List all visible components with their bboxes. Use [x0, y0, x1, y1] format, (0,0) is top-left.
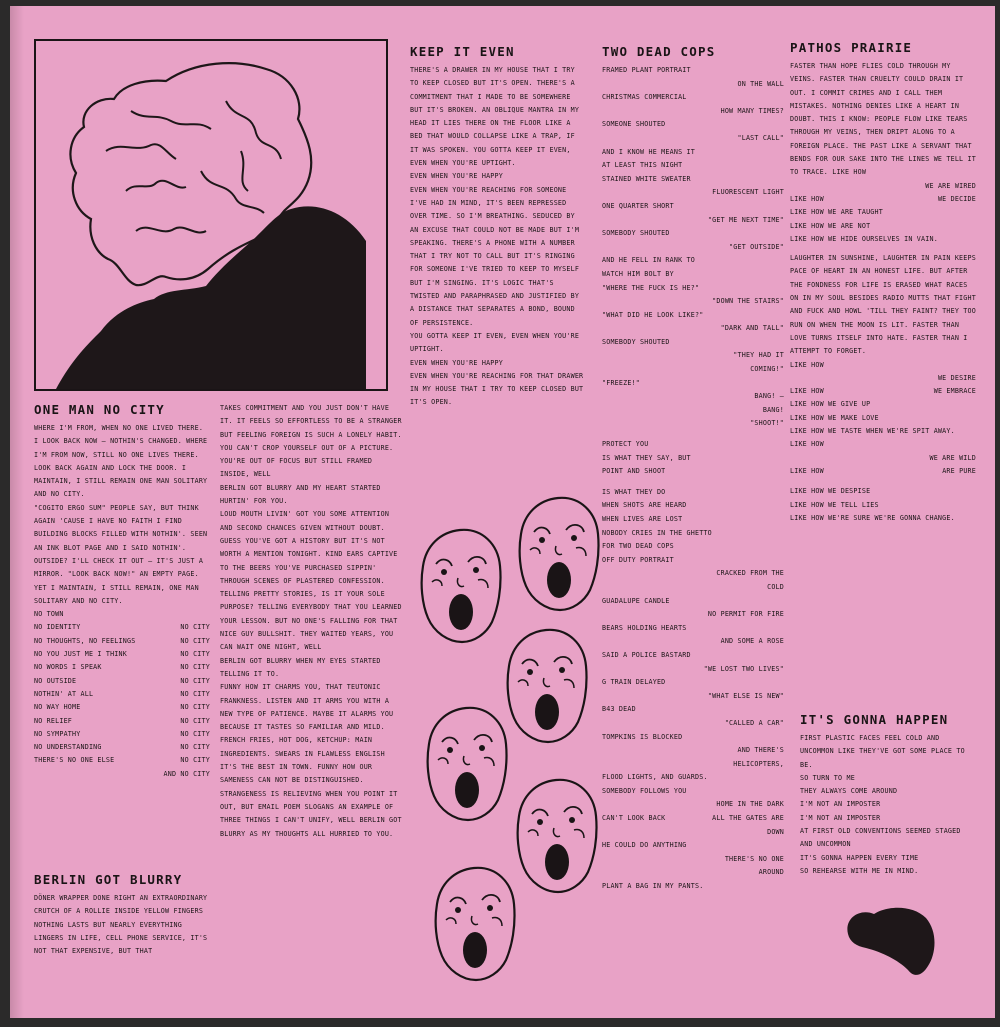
line-left: IS WHAT THEY DO — [602, 487, 666, 496]
poem-line — [602, 200, 784, 214]
poem-line: AT FIRST OLD CONVENTIONS SEEMED STAGED AND UNCOMMON — [800, 827, 965, 849]
poem-line — [34, 754, 210, 767]
heart-blob-icon — [842, 904, 938, 984]
poem-paragraph: DÖNER WRAPPER DONE RIGHT AN EXTRAORDINARY CRUTCH OF A ROLLIE INSIDE YELLOW FINGERS NOTHING LASTS BUT NEARLY EVERYTHING LINGERS IN LIFE, CELL PHONE SERVICE, IT'S NOT THAT EXPENSIVE, BUT THAT — [34, 894, 212, 956]
poem-line — [602, 295, 784, 309]
poem-line — [602, 540, 784, 554]
line-left: LIKE HOW WE GIVE UP — [790, 400, 871, 409]
line-right: NO CITY — [180, 703, 210, 712]
poem-line — [602, 173, 784, 187]
line-right: HOME IN THE DARK — [716, 800, 784, 809]
poem-line — [790, 180, 976, 193]
screaming-face-icon — [422, 530, 501, 642]
line-left: LIKE HOW WE ARE NOT — [790, 221, 871, 230]
poem-line — [602, 826, 784, 840]
line-right: "DOWN THE STAIRS" — [712, 297, 784, 306]
line-left: LIKE HOW WE MAKE LOVE — [790, 413, 879, 422]
line-left: NO RELIEF — [34, 716, 73, 725]
poem-line — [602, 214, 784, 228]
portrait-illustration — [34, 39, 388, 391]
poem-line — [602, 322, 784, 336]
poem-line — [34, 688, 210, 701]
line-left: FRAMED PLANT PORTRAIT — [602, 66, 691, 74]
line-right: THERE'S NO ONE — [724, 854, 784, 863]
line-left: NOTHIN' AT ALL — [34, 689, 94, 698]
line-left: IS WHAT THEY SAY, BUT — [602, 453, 691, 462]
line-right: WE DESIRE — [937, 373, 976, 382]
poem-line — [790, 485, 976, 498]
poem-line — [602, 663, 784, 677]
screaming-face-icon — [428, 708, 507, 820]
poem-line — [790, 385, 976, 398]
line-right: NO CITY — [180, 676, 210, 685]
line-left: LIKE HOW WE ARE TAUGHT — [790, 208, 883, 217]
poem-paragraph: TAKES COMMITMENT AND YOU JUST DON'T HAVE IT. IT FEELS SO EFFORTLESS TO BE A STRANGER BUT FEELING FOREIGN IS SUCH A LONELY HABIT. YOU CAN'T CROP YOURSELF OUT OF A PICTURE. YOU'RE OUT OF FOCUS BUT STILL FRAMED INSIDE, WELL — [220, 404, 406, 479]
line-right: NO CITY — [180, 729, 210, 738]
line-right: FLUORESCENT LIGHT — [712, 188, 784, 197]
poem-line: FIRST PLASTIC FACES FEEL COLD AND UNCOMMON LIKE THEY'VE GOT SOME PLACE TO BE. — [800, 734, 970, 769]
line-left: NO UNDERSTANDING — [34, 743, 102, 752]
line-right: DOWN — [767, 827, 784, 836]
poem-line — [602, 349, 784, 363]
page-spine-shadow — [10, 6, 24, 1018]
line-left: THERE'S NO ONE ELSE — [34, 756, 115, 765]
poem-title: IT'S GONNA HAPPEN — [800, 712, 949, 727]
line-right: COLD — [767, 582, 784, 591]
poem-lines — [800, 732, 976, 878]
poem-line — [602, 812, 784, 826]
line-right: NO CITY — [180, 756, 210, 765]
line-right: "WHAT ELSE IS NEW" — [707, 691, 784, 700]
poem-line — [602, 186, 784, 200]
line-right: NO CITY — [180, 623, 210, 632]
poem-line — [790, 438, 976, 451]
line-left: CHRISTMAS COMMERCIAL — [602, 93, 687, 102]
poem-line — [790, 478, 976, 485]
poem-line — [34, 661, 210, 674]
line-right: AROUND — [758, 868, 784, 877]
line-right: NO CITY — [180, 689, 210, 698]
poem-list — [790, 359, 976, 526]
line-left: B43 DEAD — [602, 705, 636, 714]
line-right: "GET ME NEXT TIME" — [707, 215, 784, 224]
line-left: SOMEONE SHOUTED — [602, 120, 666, 129]
poem-line — [790, 233, 976, 246]
poem-line — [602, 622, 784, 636]
poem-line — [602, 268, 784, 282]
poem-line — [34, 648, 210, 661]
line-left: WHEN LIVES ARE LOST — [602, 515, 683, 523]
poem-line — [602, 486, 784, 500]
line-right: AND SOME A ROSE — [720, 637, 784, 646]
poem-line — [602, 635, 784, 649]
line-right: NO CITY — [180, 716, 210, 725]
line-right: AND THERE'S — [737, 746, 784, 755]
line-left: WHEN SHOTS ARE HEARD — [602, 501, 687, 510]
poem-line — [602, 649, 784, 663]
poem-line — [602, 758, 784, 772]
poem-line — [602, 64, 784, 78]
poem-line — [602, 431, 784, 438]
line-right: WE EMBRACE — [933, 387, 976, 396]
line-left: LIKE HOW — [790, 466, 824, 475]
poem-line — [602, 866, 784, 880]
poem-line — [602, 159, 784, 173]
line-right: HELICOPTERS, — [733, 759, 784, 768]
poem-line — [602, 839, 784, 853]
poem-line — [602, 282, 784, 296]
line-right: CRACKED FROM THE — [716, 569, 784, 578]
poem-line — [602, 336, 784, 350]
line-left: LIKE HOW WE DESPISE — [790, 487, 871, 496]
poem-line — [602, 676, 784, 690]
poem-line — [602, 452, 784, 466]
poem-paragraph: EVEN WHEN YOU'RE HAPPY — [410, 172, 503, 181]
poem-line — [602, 227, 784, 241]
line-right: BANG! – — [754, 392, 784, 401]
line-left: SOMEBODY FOLLOWS YOU — [602, 786, 687, 795]
poem-line — [34, 635, 210, 648]
poem-pathos-prairie — [790, 40, 981, 525]
poem-two-dead-cops — [602, 44, 784, 894]
poem-its-gonna-happen — [800, 712, 976, 878]
poem-line — [602, 465, 784, 479]
poem-line — [602, 880, 784, 894]
poem-line — [602, 118, 784, 132]
poem-paragraph: EVEN WHEN YOU'RE HAPPY — [410, 358, 503, 367]
poem-paragraph: EVEN WHEN YOU'RE REACHING FOR SOMEONE I'VE HAD IN MIND, IT'S BEEN REPRESSED OVER TIME. SO I'M BREATHING. SEDUCED BY AN EXCUSE THAT COULD NOT BE MADE BUT I'M SPEAKING. THERE'S A PHONE WITH A NUMBER THAT I TRY NOT TO CALL BUT IT'S RINGING FOR SOMEONE I'VE TRIED TO KEEP TO MYSELF BUT I'M SINGING. IT'S LOGIC THAT'S TWISTED AND PARAPHRASED AND JUSTIFIED BY A DISTANCE THAT SEPARATES A BOND, BOUND OF PERSISTENCE. — [410, 185, 584, 327]
poem-line — [602, 479, 784, 486]
poem-paragraph: FUNNY HOW IT CHARMS YOU, THAT TEUTONIC FRANKNESS. LISTEN AND IT ARMS YOU WITH A NEW TYPE OF PATIENCE. MAYBE IT ALARMS YOU BECAUSE IT TASTES SO FAMILIAR AND MILD. FRENCH FRIES, HOT DOG, KETCHUP: MAIN INGREDIENTS. SWEARS IN FLAWLESS ENGLISH IT'S THE BEST IN TOWN. FUNNY HOW OUR SAMENESS CAN NOT BE DISTINGUISHED. STRANGENESS IS RELIEVING WHEN YOU POINT IT OUT, BUT EMAIL POEM SLOGANS AN EXAMPLE OF THREE THINGS I CAN'T UNIFY, WELL BERLIN GOT BLURRY AS MY THOUGHTS ALL HURRIED TO YOU. — [220, 683, 406, 838]
poem-title: PATHOS PRAIRIE — [790, 40, 913, 55]
line-left: OFF DUTY PORTRAIT — [602, 555, 674, 564]
poem-line — [602, 78, 784, 92]
poem-line — [602, 105, 784, 119]
line-left: GUADALUPE CANDLE — [602, 596, 670, 605]
poem-line — [602, 703, 784, 717]
poem-line: SO REHEARSE WITH ME IN MIND. — [800, 866, 919, 875]
line-right: "CALLED A CAR" — [724, 718, 784, 727]
line-right: NO CITY — [180, 743, 210, 752]
line-left: NO WORDS I SPEAK — [34, 663, 102, 672]
poem-berlin-continued — [220, 402, 406, 841]
line-left: LIKE HOW WE HIDE OURSELVES IN VAIN. — [790, 234, 938, 243]
poem-lines — [602, 64, 784, 894]
line-right: "DARK AND TALL" — [720, 324, 784, 333]
poem-line — [602, 690, 784, 704]
line-left: PLANT A BAG IN MY PANTS. — [602, 882, 704, 891]
poem-line — [790, 372, 976, 385]
line-right: NO CITY — [180, 636, 210, 645]
poem-line: IT'S GONNA HAPPEN EVERY TIME — [800, 853, 919, 862]
poem-line — [602, 798, 784, 812]
poem-paragraph: EVEN WHEN YOU'RE REACHING FOR THAT DRAWER IN MY HOUSE THAT I TRY TO KEEP CLOSED BUT IT'S OPEN. — [410, 371, 588, 407]
line-left: STAINED WHITE SWEATER — [602, 174, 691, 183]
poem-line — [790, 193, 976, 206]
poem-list — [34, 608, 210, 768]
poem-title: ONE MAN NO CITY — [34, 402, 165, 417]
screaming-face-icon — [508, 630, 587, 742]
poem-line — [602, 513, 784, 527]
poem-line — [34, 621, 210, 634]
line-left: POINT AND SHOOT — [602, 467, 666, 476]
line-right: ARE PURE — [942, 466, 976, 475]
line-left: NOBODY CRIES IN THE GHETTO — [602, 528, 712, 537]
line-right: WE ARE WILD — [929, 453, 976, 462]
poem-line — [602, 132, 784, 146]
poem-title: TWO DEAD COPS — [602, 44, 716, 59]
line-right: NO CITY — [180, 663, 210, 672]
poem-line — [602, 241, 784, 255]
line-left: LIKE HOW — [790, 194, 824, 203]
line-right: ON THE WALL — [737, 79, 784, 88]
line-left: TOMPKINS IS BLOCKED — [602, 732, 683, 741]
poem-line — [602, 581, 784, 595]
line-right: WE ARE WIRED — [925, 181, 976, 190]
line-right: WE DECIDE — [937, 194, 976, 203]
line-left: AND I KNOW HE MEANS IT — [602, 147, 695, 156]
poem-paragraph: BERLIN GOT BLURRY AND MY HEART STARTED HURTIN' FOR YOU. — [220, 483, 385, 506]
line-right: NO CITY — [180, 650, 210, 659]
line-left: HE COULD DO ANYTHING — [602, 841, 687, 850]
poem-line: I'M NOT AN IMPOSTER — [800, 813, 881, 822]
line-left: "FREEZE!" — [602, 378, 641, 387]
line-right: "SHOOT!" — [750, 419, 784, 428]
line-left: BEARS HOLDING HEARTS — [602, 623, 687, 632]
line-left: FOR TWO DEAD COPS — [602, 542, 674, 551]
line-left: NO WAY HOME — [34, 703, 81, 712]
poem-line — [790, 398, 976, 411]
line-left: G TRAIN DELAYED — [602, 678, 666, 687]
poem-line — [602, 377, 784, 391]
poem-title: BERLIN GOT BLURRY — [34, 872, 183, 887]
line-left: LIKE HOW — [790, 360, 824, 369]
poem-line — [602, 417, 784, 431]
poem-paragraph: THERE'S A DRAWER IN MY HOUSE THAT I TRY TO KEEP CLOSED BUT IT'S OPEN. THERE'S A COMMITMENT THAT I MADE TO BE SOMEWHERE BUT IT'S BROKEN. AN OBLIQUE MANTRA IN MY HEAD IT LIES THERE ON THE FLOOR LIKE A BED THAT WOULD COLLAPSE LIKE A TRAP, IF IT WAS SPOKEN. YOU GOTTA KEEP IT EVEN, EVEN WHEN YOU'RE UPTIGHT. — [410, 66, 584, 168]
poem-line — [790, 220, 976, 233]
poem-line — [602, 771, 784, 785]
poem-line — [602, 363, 784, 377]
poem-paragraph: LOUD MOUTH LIVIN' GOT YOU SOME ATTENTION AND SECOND CHANCES GIVEN WITHOUT DOUBT. GUESS YOU'VE GOT A HISTORY BUT IT'S NOT WORTH A MENTION TONIGHT. KIND EARS CAPTIVE TO THE BEERS YOU'VE PURCHASED SIPPIN' THROUGH SCENES OF PLASTERED CONFESSION. TELLING PRETTY STORIES, IS IT YOUR SOLE PURPOSE? TELLING EVERYBODY THAT YOU LEARNED YOUR LESSON. BUT NO ONE'S FALLING FOR THAT NICE GUY BULLSHIT. THEY WAITED YEARS, YOU CAN WAIT ONE NIGHT, WELL — [220, 510, 406, 652]
poem-line — [790, 512, 976, 525]
poem-line: I'M NOT AN IMPOSTER — [800, 800, 881, 809]
poem-list — [790, 180, 976, 246]
line-left: ONE QUARTER SHORT — [602, 201, 674, 210]
line-right: "LAST CALL" — [737, 133, 784, 142]
line-left: SAID A POLICE BASTARD — [602, 650, 691, 659]
line-right: COMING!" — [750, 365, 784, 374]
line-left: LIKE HOW — [790, 387, 824, 396]
poem-line — [602, 608, 784, 622]
poem-line — [34, 701, 210, 714]
poem-line — [602, 254, 784, 268]
screaming-face-icon — [520, 498, 599, 610]
poem-line — [602, 785, 784, 799]
poem-paragraph: FASTER THAN HOPE FLIES COLD THROUGH MY VEINS. FASTER THAN CRUELTY COULD DRAIN IT OUT. I COMMIT CRIMES AND I CALL THEM MISTAKES. NOTHING DENIES LIKE A HEART IN DOUBT. THIS I KNOW: PEOPLE FLOW LIKE TEARS THROUGH MY VEINS, THEN DRIPT ALONG TO A FOREIGN PLACE. THE PAST LIKE A SERVANT THAT BENDS FOR OUR SAKE INTO THE LINES WE TELL IT TO TRACE. LIKE HOW — [790, 62, 981, 177]
poem-line — [602, 717, 784, 731]
poem-line — [602, 91, 784, 105]
poem-closing-line: AND NO CITY — [163, 769, 210, 778]
poem-line — [602, 309, 784, 323]
poem-line — [602, 595, 784, 609]
line-right: "GET OUTSIDE" — [729, 242, 784, 251]
poem-paragraph: "COGITO ERGO SUM" PEOPLE SAY, BUT THINK AGAIN 'CAUSE I HAVE NO FAITH I FIND BUILDING BLOCKS FILLED WITH NOTHIN'. SEEN AN INK BLOT PAGE AND I SAID NOTHIN'. OUTSIDE? I'LL CHECK IT OUT – IT'S JUST A MIRROR. "LOOK BACK NOW!" AN EMPTY PAGE. YET I MAINTAIN, I STILL REMAIN, ONE MAN SOLITARY AND NO CITY. — [34, 503, 212, 605]
poem-line — [602, 567, 784, 581]
line-right: "THEY HAD IT — [733, 351, 784, 360]
poem-line — [790, 465, 976, 478]
line-left: AT LEAST THIS NIGHT — [602, 161, 683, 170]
poem-paragraph: BERLIN GOT BLURRY WHEN MY EYES STARTED TELLING IT TO. — [220, 656, 385, 678]
poem-line — [602, 744, 784, 758]
poem-line — [602, 146, 784, 160]
poem-berlin-got-blurry — [34, 872, 210, 958]
poem-line — [790, 425, 976, 438]
poem-line — [34, 715, 210, 728]
line-left: CAN'T LOOK BACK — [602, 814, 666, 823]
poem-title: KEEP IT EVEN — [410, 44, 515, 59]
line-right: HOW MANY TIMES? — [720, 106, 784, 115]
line-left: NO THOUGHTS, NO FEELINGS — [34, 636, 136, 645]
line-left: LIKE HOW WE TELL LIES — [790, 500, 879, 509]
line-right: NO PERMIT FOR FIRE — [707, 610, 784, 619]
line-left: NO SYMPATHY — [34, 729, 81, 738]
poem-line — [790, 499, 976, 512]
poem-line — [790, 452, 976, 465]
line-left: LIKE HOW WE'RE SURE WE'RE GONNA CHANGE. — [790, 513, 955, 522]
poem-line — [602, 554, 784, 568]
poem-paragraph: WHERE I'M FROM, WHEN NO ONE LIVED THERE. I LOOK BACK NOW – NOTHIN'S CHANGED. WHERE I'M FROM NOW, STILL NO ONE LIVES THERE. LOOK BACK AGAIN AND LOCK THE DOOR. I MAINTAIN, I STILL REMAIN ONE MAN SOLITARY AND NO CITY. — [34, 424, 212, 499]
poem-line: THEY ALWAYS COME AROUND — [800, 787, 898, 796]
poem-keep-it-even — [410, 44, 586, 410]
poem-line — [34, 675, 210, 688]
line-left: NO OUTSIDE — [34, 676, 77, 685]
poem-line — [790, 359, 976, 372]
poem-line — [602, 527, 784, 541]
poem-line — [602, 499, 784, 513]
zine-page — [10, 6, 995, 1018]
line-left: FLOOD LIGHTS, AND GUARDS. — [602, 773, 708, 782]
line-left: LIKE HOW — [790, 440, 824, 449]
poem-one-man-no-city — [34, 402, 210, 781]
poem-line — [790, 206, 976, 219]
poem-line — [602, 390, 784, 404]
line-right: BANG! — [762, 405, 784, 414]
line-left: NO IDENTITY — [34, 623, 81, 632]
line-left: "WHERE THE FUCK IS HE?" — [602, 283, 700, 292]
screaming-face-icon — [436, 868, 515, 980]
poem-paragraph: YOU GOTTA KEEP IT EVEN, EVEN WHEN YOU'RE UPTIGHT. — [410, 331, 584, 354]
poem-line: SO TURN TO ME — [800, 773, 855, 782]
line-left: WATCH HIM BOLT BY — [602, 269, 674, 278]
line-left: AND HE FELL IN RANK TO — [602, 256, 695, 265]
line-left: PROTECT YOU — [602, 440, 649, 449]
line-left: "WHAT DID HE LOOK LIKE?" — [602, 310, 704, 319]
poem-line — [34, 741, 210, 754]
screaming-face-icon — [518, 780, 597, 892]
line-left: NO YOU JUST ME I THINK — [34, 650, 127, 659]
poem-line — [602, 731, 784, 745]
line-right: ALL THE GATES ARE — [712, 814, 784, 823]
line-left: SOMEBODY SHOUTED — [602, 229, 670, 238]
poem-line — [602, 404, 784, 418]
poem-line — [602, 853, 784, 867]
poem-line — [790, 412, 976, 425]
screaming-faces-illustration — [418, 486, 608, 986]
poem-line — [34, 728, 210, 741]
poem-paragraph: LAUGHTER IN SUNSHINE, LAUGHTER IN PAIN KEEPS PACE OF HEART IN AN HONEST LIFE. BUT AFTER THE FONDNESS FOR LIFE IS ERASED WHAT RACES ON IN MY SOUL BESIDES RADIO MUTTS THAT FIGHT AND FUCK AND HOWL 'TILL THEY FAINT? THEY TOO RUN ON WHEN THE MOON IS LIT. FASTER THAN LOVE TURNS ITSELF INTO HATE. FASTER THAN I ATTEMPT TO FORGET. — [790, 254, 981, 356]
poem-line — [34, 608, 210, 621]
line-left: LIKE HOW WE TASTE WHEN WE'RE SPIT AWAY. — [790, 427, 955, 436]
line-left: NO TOWN — [34, 610, 64, 619]
poem-line — [602, 438, 784, 452]
line-left: SOMEBODY SHOUTED — [602, 337, 670, 346]
line-right: "WE LOST TWO LIVES" — [703, 664, 784, 673]
